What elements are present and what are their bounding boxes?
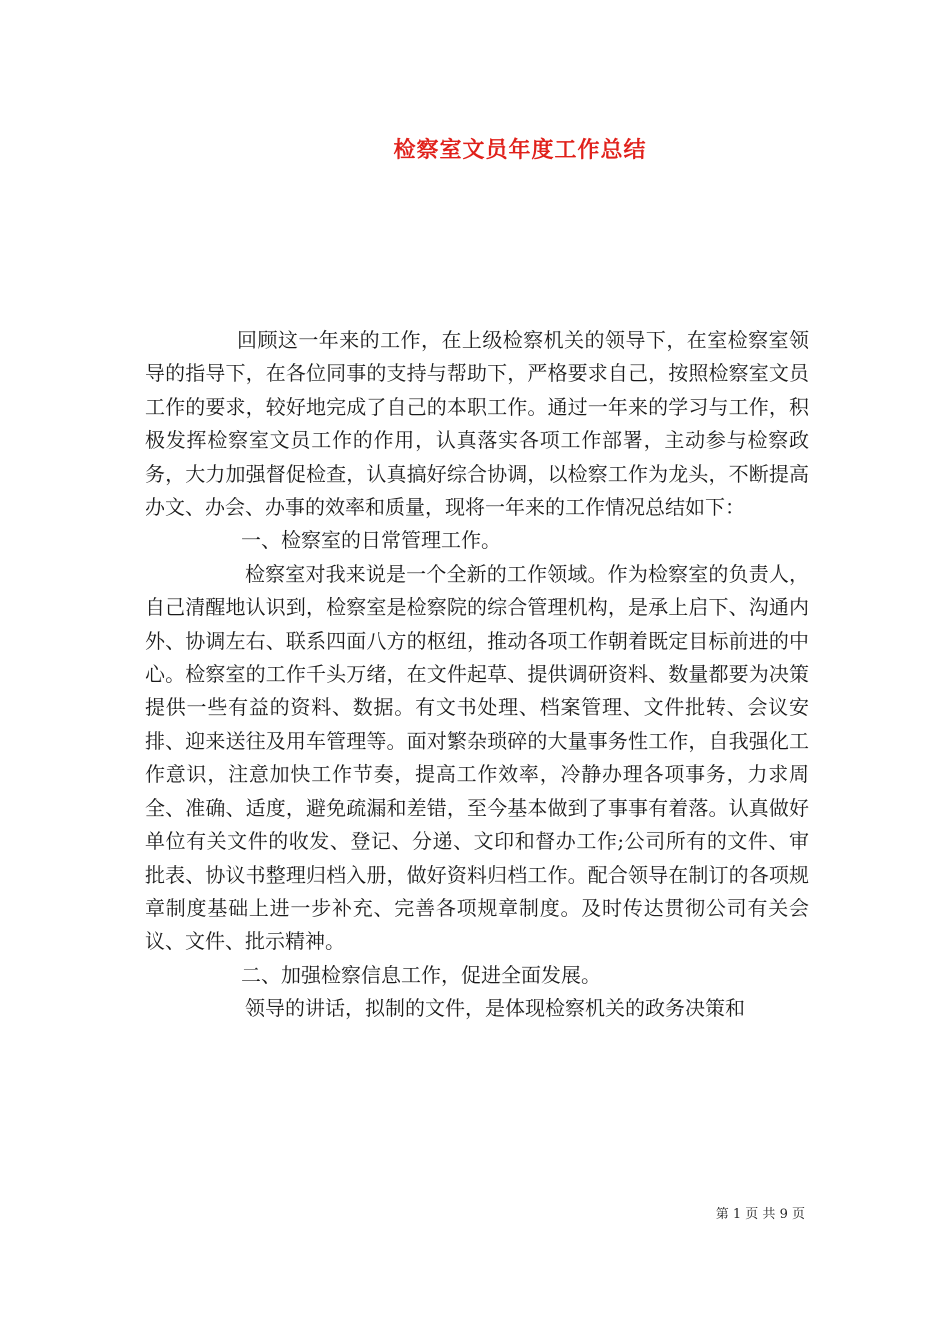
page-number-footer [716, 1203, 805, 1222]
section-heading-2: 二、加强检察信息工作，促进全面发展。 [241, 962, 601, 987]
paragraph-section-1: 检察室对我来说是一个全新的工作领域。作为检察室的负责人，自己清醒地认识到，检察室是检察院的综合管理机构，是承上启下、沟通内外、协调左右、联系四面八方的枢纽，推动各项工作朝着既定目标前进的中心。检察室的工作千头万绪，在文件起草、提供调研资料、数量都要为决策提供一些有益的资料、数据。有文书处理、档案管理、文件批转、会议安排、迎来送往及用车管理等。面对繁杂琐碎的大量事务性工作，自我强化工作意识，注意加快工作节奏，提高工作效率，冷静办理各项事务，力求周全、准确、适度，避免疏漏和差错，至今基本做到了事事有着落。认真做好单位有关文件的收发、登记、分递、文印和督办工作;公司所有的文件、审批表、协议书整理归档入册，做好资料归档工作。配合领导在制订的各项规章制度基础上进一步补充、完善各项规章制度。及时传达贯彻公司有关会议、文件、批示精神。 [145, 561, 809, 954]
footer-prefix: 第 [715, 1207, 729, 1222]
document-title: 检察室文员年度工作总结 [393, 138, 647, 163]
footer-current-page: 1 [732, 1207, 742, 1222]
footer-middle: 页 共 [745, 1207, 776, 1222]
section-heading-1: 一、检察室的日常管理工作。 [241, 528, 501, 553]
document-body [145, 324, 809, 1026]
footer-suffix: 页 [791, 1207, 805, 1222]
paragraph-intro: 回顾这一年来的工作，在上级检察机关的领导下，在室检察室领导的指导下，在各位同事的支持与帮助下，严格要求自己，按照检察室文员工作的要求，较好地完成了自己的本职工作。通过一年来的学习与工作，积极发挥检察室文员工作的作用，认真落实各项工作部署，主动参与检察政务，大力加强督促检查，认真搞好综合协调，以检察工作为龙头，不断提高办文、办会、办事的效率和质量，现将一年来的工作情况总结如下： [145, 328, 809, 520]
footer-total-pages: 9 [779, 1207, 788, 1222]
paragraph-section-2: 领导的讲话，拟制的文件，是体现检察机关的政务决策和 [245, 996, 745, 1021]
